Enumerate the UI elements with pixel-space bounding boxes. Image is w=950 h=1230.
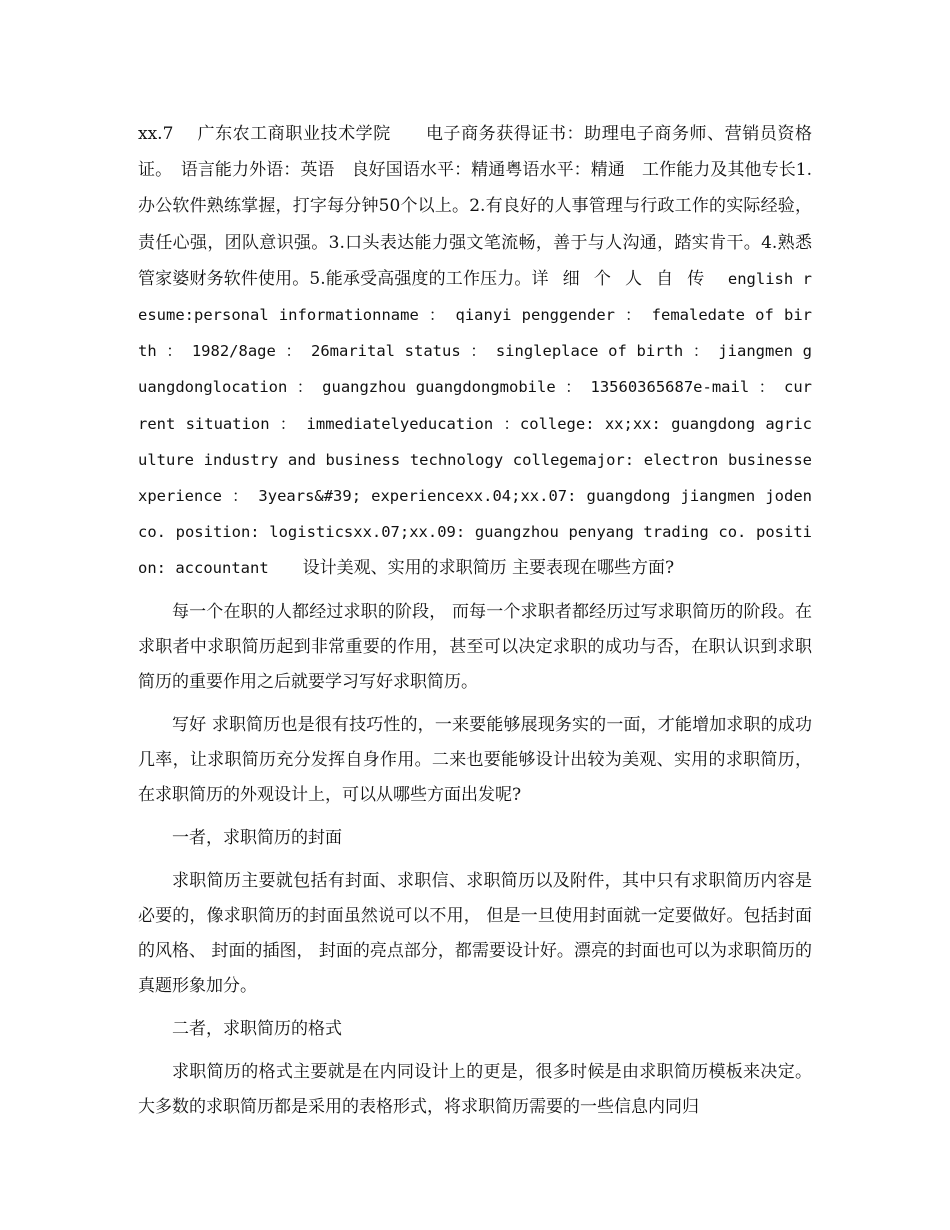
autobiography-label: 详细个人自传 [531,268,719,289]
document-page [138,116,812,1125]
paragraph-format: 求职简历的格式主要就是在内同设计上的更是，很多时候是由求职简历模板来决定。大多数的求职简历都是采用的表格形式，将求职简历需要的一些信息内同归 [138,1061,812,1117]
resume-design-question: 设计美观、实用的求职简历 主要表现在哪些方面? [268,558,675,579]
resume-intro-block [138,116,812,587]
section-heading-cover: 一者，求职简历的封面 [172,827,342,848]
section-heading-format: 二者，求职简历的格式 [172,1018,342,1039]
resume-intro-english: english resume:personal informationname ： qianyi penggender ： femaledate of birth ： 1982/8age ： 26marital status ： singleplace of birth ： jiangmen guangdonglocation ： guangzhou guangdongmobile ： 13560365687e-mail ： current situation ： immediatelyeducation ：college: xx;xx: guangdong agriculture industry and business technology collegemajor: electron businessexperience ： 3years&#39; experiencexx.04;xx.07: guangdong jiangmen joden co. position: logisticsxx.07;xx.09: guangzhou penyang trading co. position: accountant [138,269,813,578]
resume-intro-chinese: xx.7 广东农工商职业技术学院 电子商务获得证书：助理电子商务师、营销员资格证。 语言能力外语：英语 良好国语水平：精通粤语水平：精通 工作能力及其他专长1.办公软件熟练掌握，打字每分钟50个以上。2.有良好的人事管理与行政工作的实际经验，责任心强，团队意识强。3.口头表达能力强文笔流畅，善于与人沟通，踏实肯干。4.熟悉管家婆财务软件使用。5.能承受高强度的工作压力。 [138,124,812,289]
paragraph-writing-skills: 写好 求职简历也是很有技巧性的，一来要能够展现务实的一面，才能增加求职的成功几率，让求职简历充分发挥自身作用。二来也要能够设计出较为美观、实用的求职简历，在求职简历的外观设计上，可以从哪些方面出发呢? [138,714,812,805]
paragraph-job-seeking-stage: 每一个在职的人都经过求职的阶段， 而每一个求职者都经历过写求职简历的阶段。在求职者中求职简历起到非常重要的作用，甚至可以决定求职的成功与否，在职认识到求职简历的重要作用之后就要学习写好求职简历。 [138,601,812,692]
paragraph-cover: 求职简历主要就包括有封面、求职信、求职简历以及附件，其中只有求职简历内容是必要的，像求职简历的封面虽然说可以不用， 但是一旦使用封面就一定要做好。包括封面的风格、 封面的插图， 封面的亮点部分，都需要设计好。漂亮的封面也可以为求职简历的真题形象加分。 [138,870,812,996]
